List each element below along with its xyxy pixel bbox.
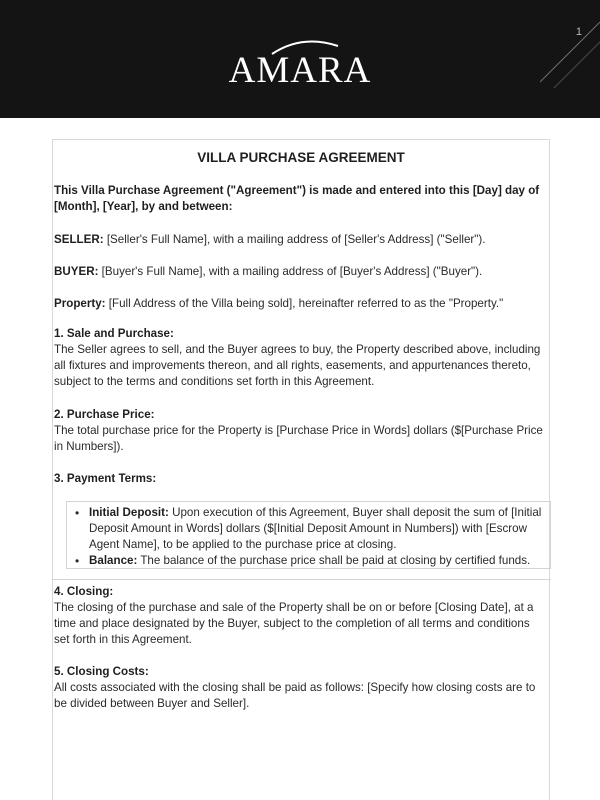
header-banner [0,0,600,118]
seller-text: [Seller's Full Name], with a mailing address of [Seller's Address] ("Seller"). [103,233,486,246]
buyer-text: [Buyer's Full Name], with a mailing address of [Buyer's Address] ("Buyer"). [98,265,483,278]
section-body: The total purchase price for the Property is [Purchase Price in Words] dollars ($[Purchase Price in Numbers]). [54,424,543,453]
seller-label: SELLER: [54,233,104,246]
section-body: The Seller agrees to sell, and the Buyer agrees to buy, the Property described above, including all fixtures and improvements thereon, and all rights, easements, and appurtenances thereto, subject to the terms and conditions set forth in this Agreement. [54,343,541,388]
section-heading: 1. Sale and Purchase: [54,327,174,340]
divider [53,579,551,580]
balance-text: The balance of the purchase price shall be paid at closing by certified funds. [137,554,531,567]
section-heading: 3. Payment Terms: [54,472,157,485]
section-heading: 2. Purchase Price: [54,408,155,421]
section-closing-costs [54,664,548,712]
section-body: All costs associated with the closing shall be paid as follows: [Specify how closing costs are to be divided between Buyer and Seller]. [54,681,536,710]
list-item-balance [67,553,550,569]
section-heading: 5. Closing Costs: [54,665,149,678]
buyer-label: BUYER: [54,265,99,278]
property-text: [Full Address of the Villa being sold], hereinafter referred to as the "Property." [105,297,504,310]
corner-line-decoration [540,18,600,88]
section-closing [54,584,548,648]
seller-paragraph [54,232,548,248]
property-label: Property: [54,297,106,310]
initial-deposit-text: Upon execution of this Agreement, Buyer shall deposit the sum of [Initial Deposit Amount in Words] dollars ($[Initial Deposit Amount in Numbers]) with [Escrow Agent Name], to be applied to the purchase price at closing. [89,506,542,551]
section-purchase-price [54,407,548,455]
payment-terms-list [66,501,551,569]
section-sale-and-purchase [54,326,548,390]
initial-deposit-label: Initial Deposit: [89,506,169,519]
section-payment-terms [54,471,548,487]
page-number: 1 [575,26,582,38]
list-item-initial-deposit [67,505,550,553]
amara-logo: AMARA [228,50,372,91]
document-title: VILLA PURCHASE AGREEMENT [197,150,405,165]
intro-paragraph: This Villa Purchase Agreement ("Agreement") is made and entered into this [Day] day of [Month], [Year], by and between: [54,184,540,213]
buyer-paragraph [54,264,548,280]
agreement-document [52,139,550,800]
property-paragraph [54,296,548,312]
balance-label: Balance: [89,554,138,567]
section-body: The closing of the purchase and sale of the Property shall be on or before [Closing Date], at a time and place designated by the Buyer, subject to the completion of all terms and conditions set forth in this Agreement. [54,601,534,646]
section-heading: 4. Closing: [54,585,114,598]
